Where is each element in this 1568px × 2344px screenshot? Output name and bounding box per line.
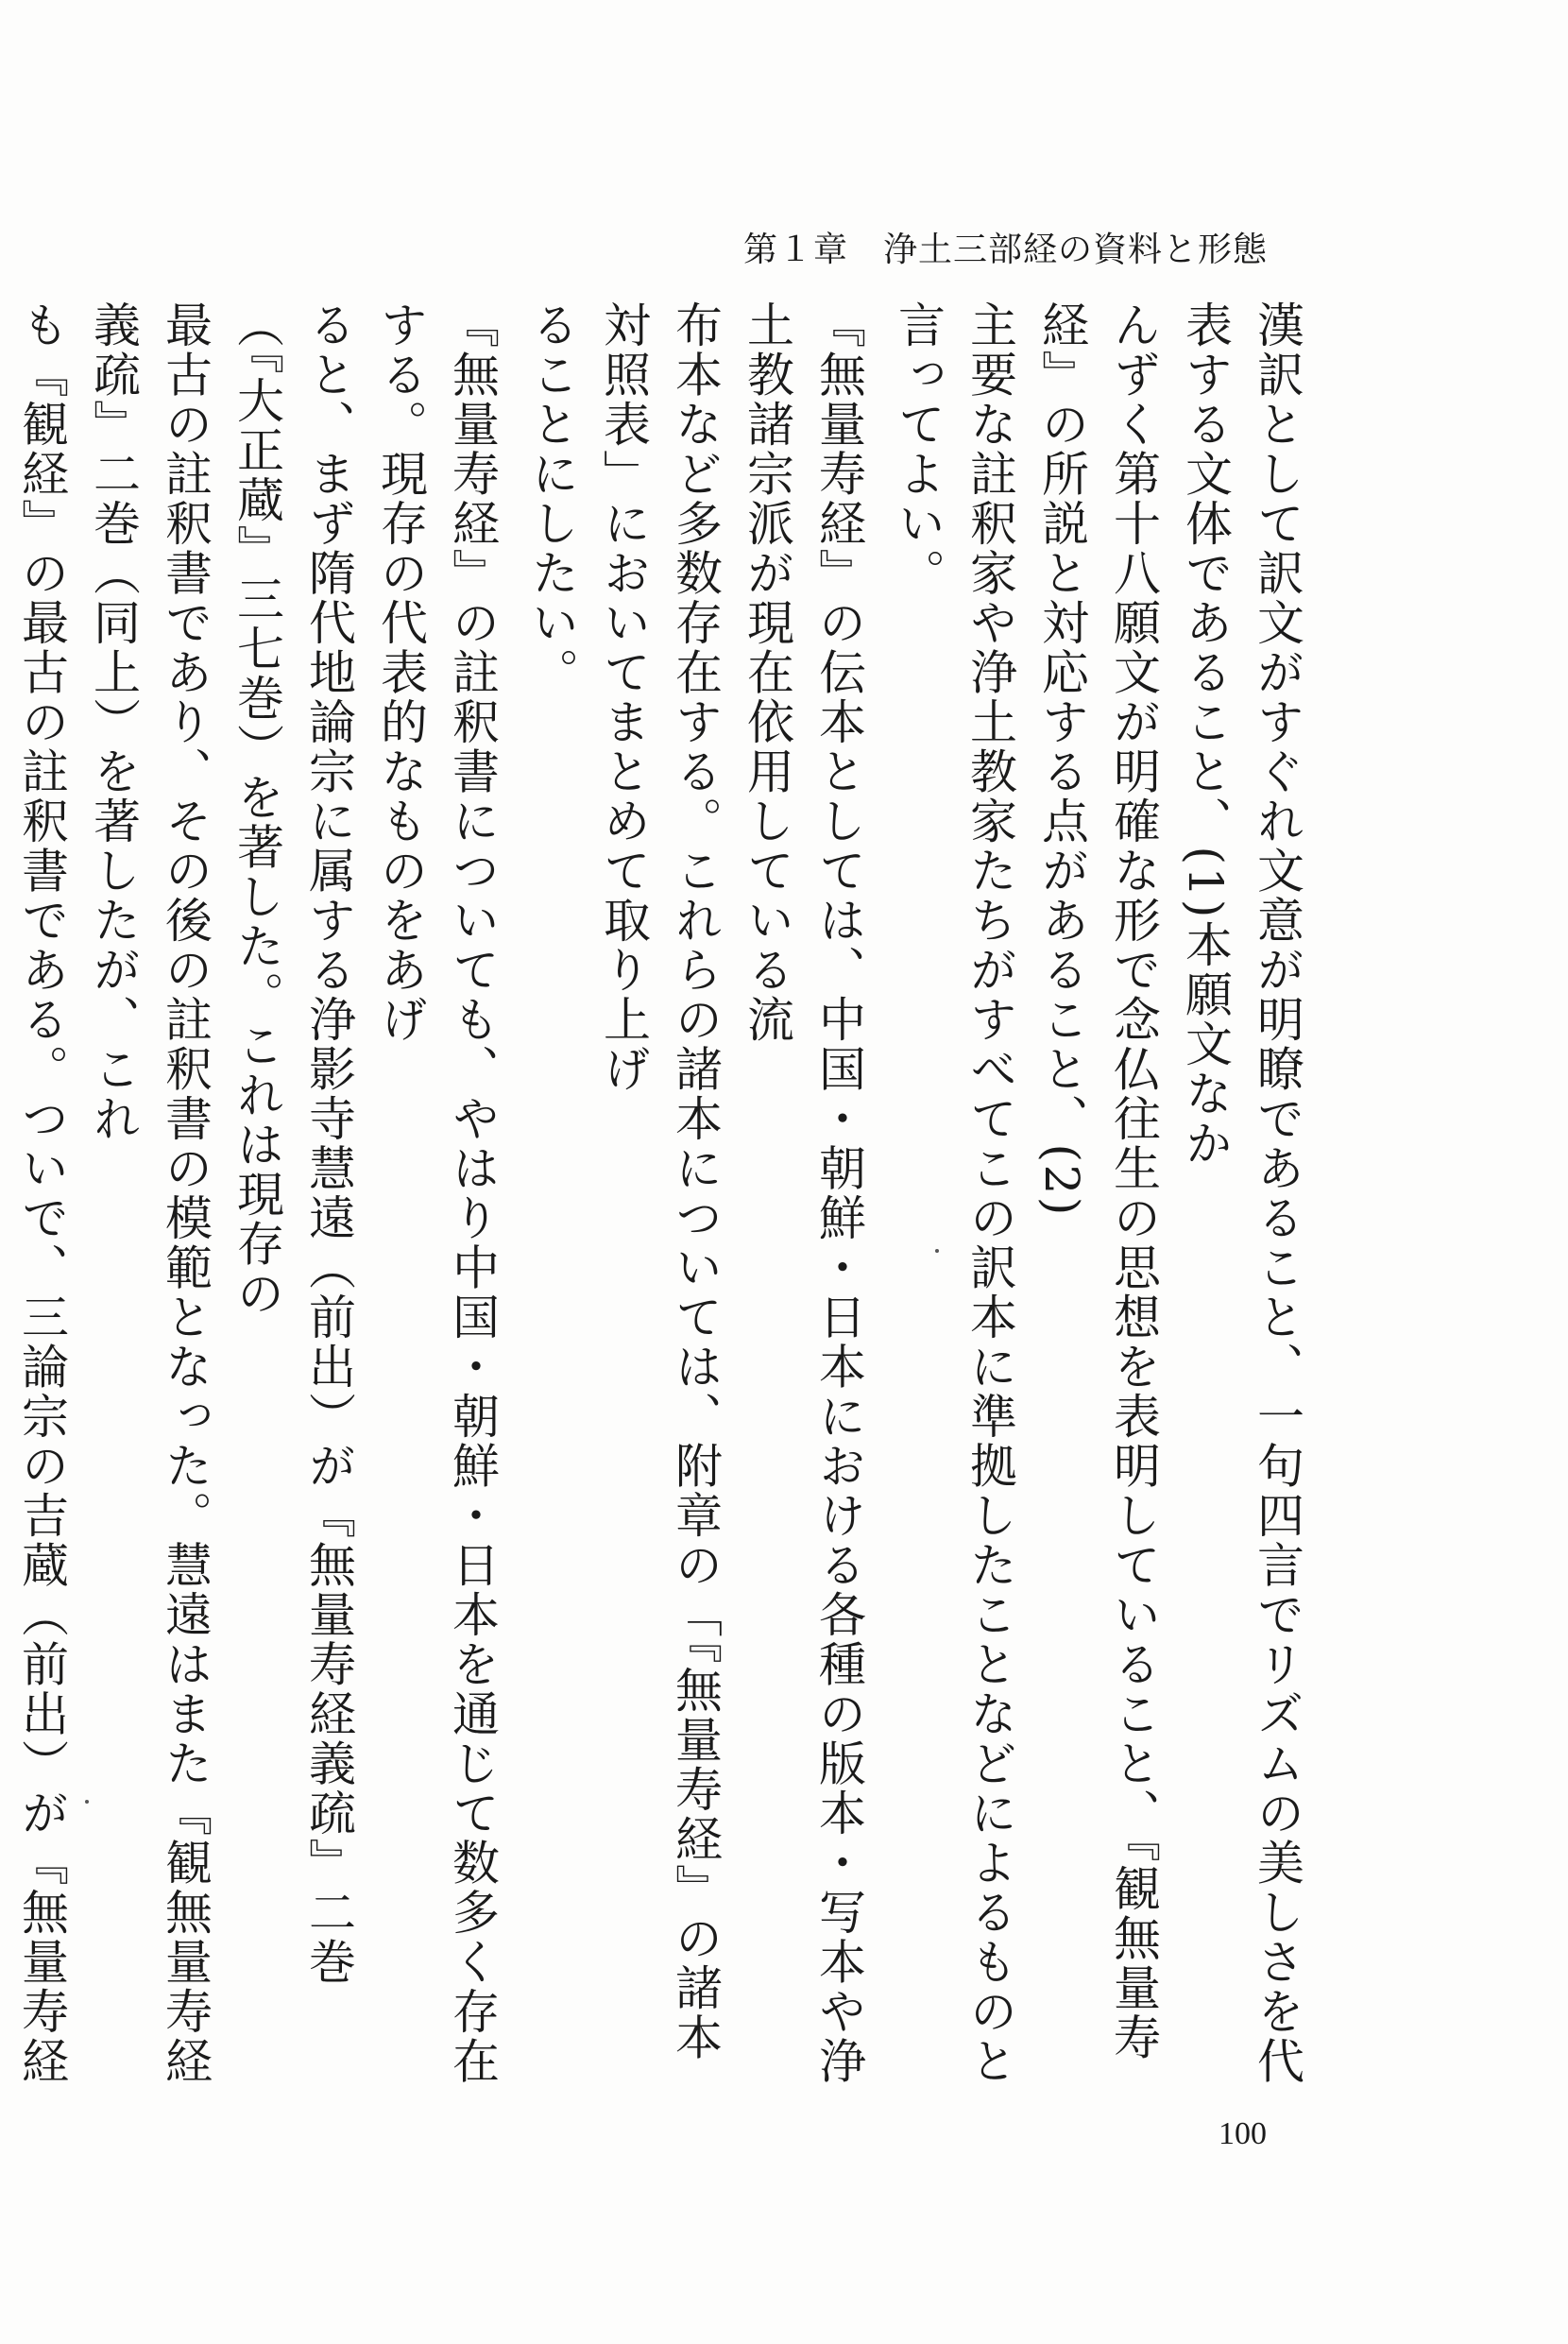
text-line: 漢訳として訳文がすぐれ文意が明瞭であること、一句四言でリズムの美しさを代表する文体であること、(1)本願文なか: [1178, 300, 1304, 2086]
text-line: 『無量寿経』の註釈書についても、やはり中国・朝鮮・日本を通じて数多く存在する。現存の代表的なものをあげ: [373, 300, 500, 2086]
vertical-body-text: [14, 300, 1313, 2096]
text-line: んずく第十八願文が明確な形で念仏往生の思想を表明していること、『観無量寿経』の所説と対応する点があること、(2): [1034, 300, 1161, 2062]
text-line: 布本など多数存在する。これらの諸本については、附章の「『無量寿経』の諸本対照表」においてまとめて取り上げ: [596, 300, 723, 2062]
text-line: 主要な註釈家や浄土教家たちがすべてこの訳本に準拠したことなどによるものと言ってよい。: [891, 300, 1017, 2086]
scan-speck: [85, 1800, 89, 1804]
text-line: も『観経』の最古の註釈書である。ついで、三論宗の吉蔵（前出）が『無量寿経: [14, 300, 69, 2086]
text-line: 『無量寿経』の伝本としては、中国・朝鮮・日本における各種の版本・写本や浄土教諸宗派が現在依用している流: [740, 300, 866, 2086]
text-line: ると、まず隋代地論宗に属する浄影寺慧遠（前出）が『無量寿経義疏』二巻（『大正蔵』三七巻）を著した。これは現存の: [230, 300, 356, 1987]
running-header: 第１章 浄土三部経の資料と形態: [742, 231, 1268, 269]
scan-speck: [935, 1249, 939, 1253]
page-number: 100: [1219, 2116, 1267, 2151]
text-line: 最古の註釈書であり、その後の註釈書の模範となった。慧遠はまた『観無量寿経義疏』二巻（同上）を著したが、これ: [86, 300, 213, 2086]
text-line: ることにしたい。: [524, 300, 579, 697]
